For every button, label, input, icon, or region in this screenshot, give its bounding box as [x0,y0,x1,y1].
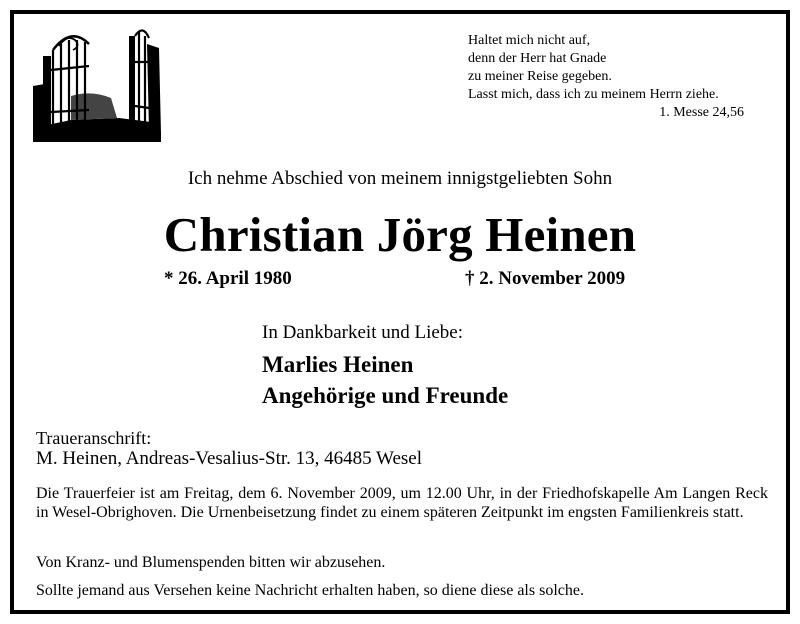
verse-line: Haltet mich nicht auf, [468,33,591,48]
bible-verse [468,32,778,122]
thanks-line: In Dankbarkeit und Liebe: [262,322,464,343]
address-label: Traueranschrift: [36,428,152,448]
birth-date: * 26. April 1980 [164,268,292,289]
verse-line: zu meiner Reise gegeben. [468,69,612,84]
ceremony-paragraph: Die Trauerfeier ist am Freitag, dem 6. November 2009, um 12.00 Uhr, in der Friedhofskapelle Am Langen Reck in Wesel-Obrighoven. Die Urnenbeisetzung findet zu einem späteren Zeitpunkt im engsten Familienkreis statt. [36,485,768,521]
address-value: M. Heinen, Andreas-Vesalius-Str. 13, 46485 Wesel [36,448,422,469]
deceased-name: Christian Jörg Heinen [163,207,637,262]
mourner-name: Angehörige und Freunde [262,383,509,408]
intro-text: Ich nehme Abschied von meinem innigstgeliebten Sohn [187,168,613,189]
verse-line: Lasst mich, dass ich zu meinem Herrn ziehe. [468,87,719,102]
open-gate-illustration [31,26,163,143]
verse-reference: 1. Messe 24,56 [659,105,744,120]
notice-paragraph: Sollte jemand aus Versehen keine Nachricht erhalten haben, so diene diese als solche. [36,582,584,599]
obituary-notice [10,10,790,614]
verse-line: denn der Herr hat Gnade [468,51,607,66]
death-date: † 2. November 2009 [465,268,626,289]
flowers-paragraph: Von Kranz- und Blumenspenden bitten wir abzusehen. [36,554,386,571]
mourner-name: Marlies Heinen [262,352,414,377]
